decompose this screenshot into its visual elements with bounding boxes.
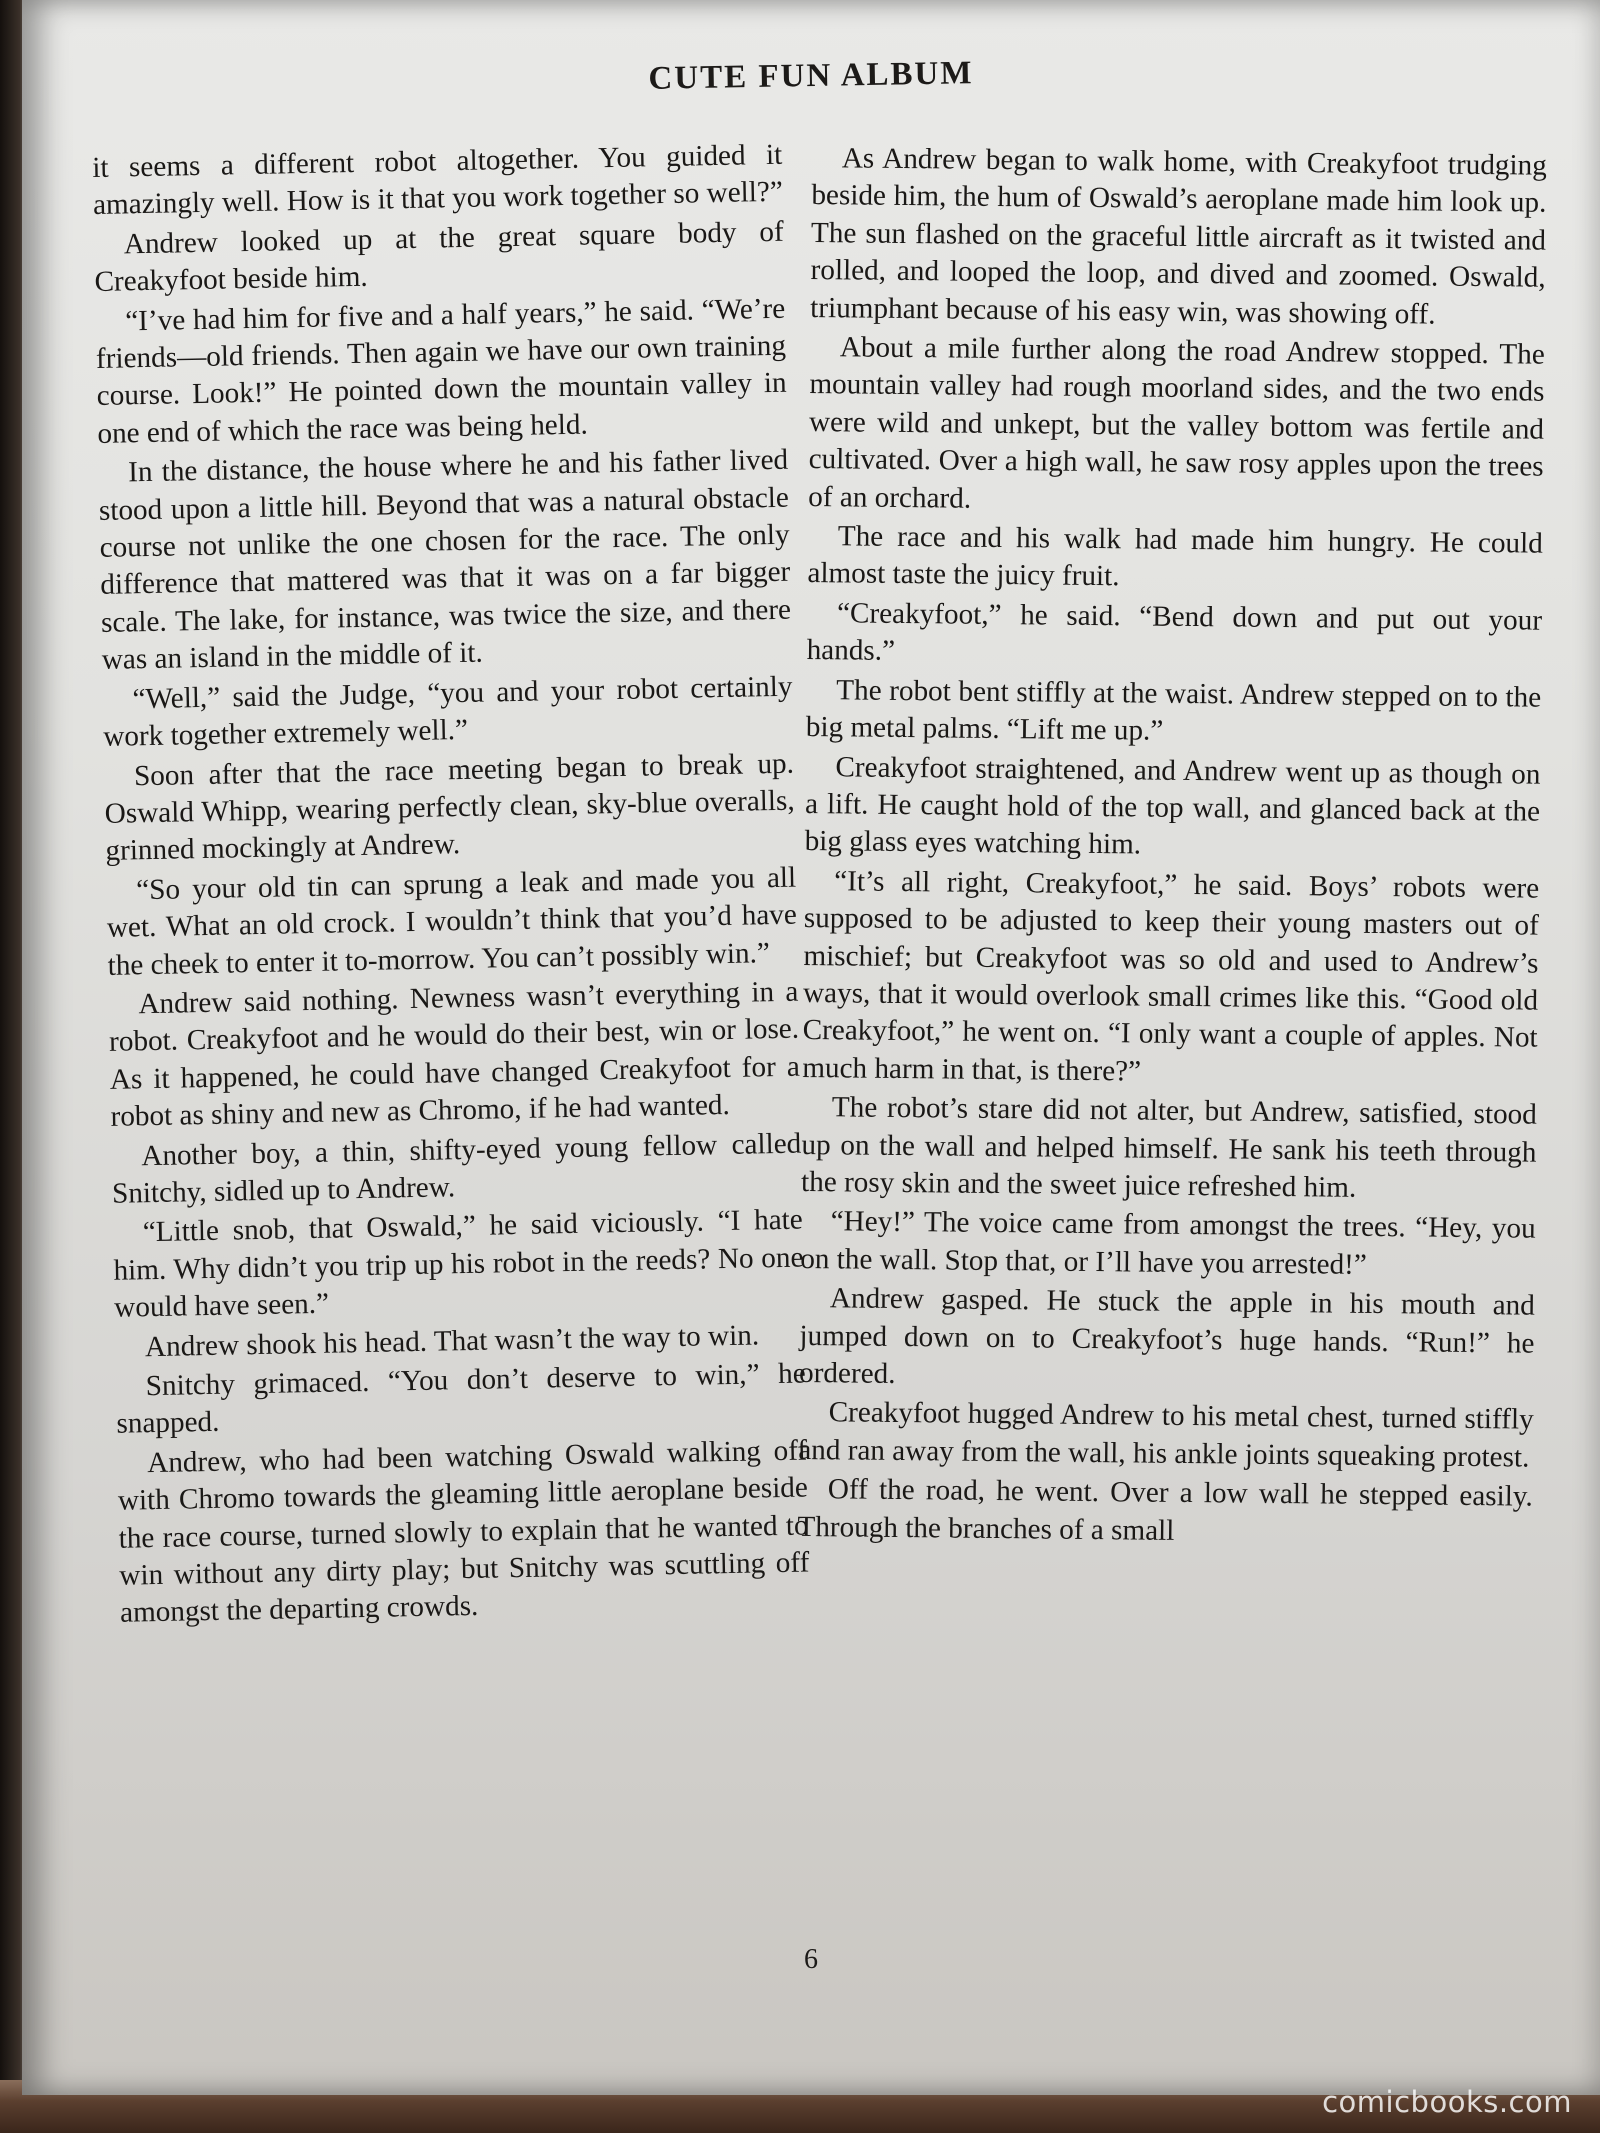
paragraph: The robot’s stare did not alter, but Andrew, satisfied, stood up on the wall and helped himself. He sank his teeth through the rosy skin and the sweet juice refreshed him. [800,1091,1537,1204]
paragraph: “Hey!” The voice came from amongst the trees. “Hey, you on the wall. Stop that, or I’ll have you arrested!” [800,1205,1536,1281]
paragraph: Andrew, who had been watching Oswald walking off with Chromo towards the gleaming little aeroplane beside the race course, turned slowly to explain that he wanted to win without any dirty play; but Snitchy was scuttling off amongst the departing crowds. [117,1434,810,1630]
page-number: 6 [804,1944,818,1975]
paragraph: Snitchy grimaced. “You don’t deserve to win,” he snapped. [116,1357,806,1441]
left-text-column [92,137,810,1635]
book-page [22,0,1600,2095]
paragraph: In the distance, the house where he and his father lived stood upon a little hill. Beyond that was a natural obstacle course not unlike the one chosen for the race. The only difference that mattered was that it was on a far bigger scale. The lake, for instance, was twice the size, and there was an island in the middle of it. [98,443,792,677]
paragraph: Creakyfoot straightened, and Andrew went up as though on a lift. He caught hold of the top wall, and glanced back at the big glass eyes watching him. [804,750,1541,861]
paragraph: Creakyfoot hugged Andrew to his metal chest, turned stiffly and ran away from the wall, his ankle joints squeaking protest. [798,1396,1534,1474]
running-head: CUTE FUN ALBUM [648,55,974,97]
paragraph: Andrew said nothing. Newness wasn’t everything in a robot. Creakyfoot and he would do their best, win or lose. As it happened, he could have changed Creakyfoot for a robot as shiny and new as Chromo, if he had wanted. [108,975,801,1133]
paragraph: Andrew gasped. He stuck the apple in his mouth and jumped down on to Creakyfoot’s huge hands. “Run!” he ordered. [798,1282,1535,1390]
watermark-logo: comicbooks.com [1322,2085,1572,2119]
paragraph: “It’s all right, Creakyfoot,” he said. Boys’ robots were supposed to be adjusted to keep their young masters out of mischief; but Creakyfoot was so old and used to Andrew’s ways, that it would overlook small crimes like this. “Good old Creakyfoot,” he went on. “I only want a couple of apples. Not much harm in that, is there?” [802,864,1540,1088]
paragraph: As Andrew began to walk home, with Creakyfoot trudging beside him, the hum of Oswald’s aeroplane made him look up. The sun flashed on the graceful little aircraft as it twisted and rolled, and looped the loop, and dived and zoomed. Oswald, triumphant because of his easy win, was showing off. [810,142,1547,331]
paragraph: “So your old tin can sprung a leak and made you all wet. What an old crock. I wouldn’t think that you’d have the cheek to enter it to-morrow. You can’t possibly win.” [106,861,798,982]
paragraph: Another boy, a thin, shifty-eyed young fellow called Snitchy, sidled up to Andrew. [111,1127,802,1210]
paragraph: The race and his walk had made him hungry. He could almost taste the juicy fruit. [807,520,1543,593]
paragraph: “Well,” said the Judge, “you and your robot certainly work together extremely well.” [102,670,793,753]
paragraph: Soon after that the race meeting began to break up. Oswald Whipp, wearing perfectly clean, sky-blue overalls, grinned mockingly at Andrew. [104,747,795,868]
right-text-column [797,140,1547,1556]
paragraph: About a mile further along the road Andrew stopped. The mountain valley had rough moorland sides, and the two ends were wild and unkept, but the valley bottom was fertile and cultivated. Over a high wall, he saw rosy apples upon the trees of an orchard. [808,331,1545,515]
paragraph: it seems a different robot altogether. You guided it amazingly well. How is it that you work together so well?” [92,138,784,222]
paragraph: Off the road, he went. Over a low wall he stepped easily. Through the branches of a small [797,1473,1533,1547]
paragraph: “Creakyfoot,” he said. “Bend down and put out your hands.” [806,597,1543,668]
paragraph: The robot bent stiffly at the waist. Andrew stepped on to the big metal palms. “Lift me up.” [805,673,1542,747]
paragraph: Andrew looked up at the great square body of Creakyfoot beside him. [94,215,785,299]
paragraph: Andrew shook his head. That wasn’t the way to win. [144,1319,760,1363]
paragraph: “I’ve had him for five and a half years,” he said. “We’re friends—old friends. Then again we have our own training course. Look!” He pointed down the mountain valley in one end of which the race was being held. [95,292,787,450]
paragraph: “Little snob, that Oswald,” he said viciously. “I hate him. Why didn’t you trip up his robot in the reeds? No one would have seen.” [113,1203,804,1324]
